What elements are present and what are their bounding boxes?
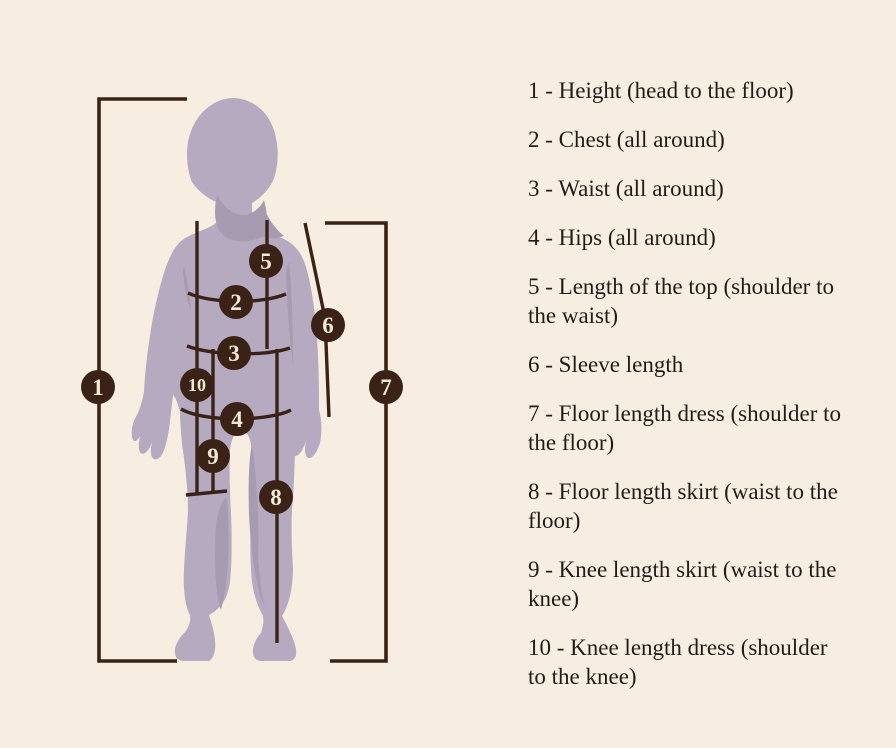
- svg-text:7: 7: [380, 375, 392, 400]
- legend-line: 4 - Hips (all around): [528, 225, 716, 250]
- legend-line: 1 - Height (head to the floor): [528, 78, 794, 103]
- svg-text:9: 9: [207, 444, 219, 469]
- legend-line: to the knee): [528, 664, 637, 689]
- svg-text:3: 3: [228, 341, 240, 366]
- marker-8: [259, 480, 293, 514]
- legend-line: 8 - Floor length skirt (waist to the: [528, 479, 838, 504]
- marker-1: [81, 370, 115, 404]
- svg-text:4: 4: [231, 407, 243, 432]
- legend-line: knee): [528, 586, 580, 611]
- svg-text:5: 5: [260, 249, 272, 274]
- legend-line: 10 - Knee length dress (shoulder: [528, 635, 828, 660]
- marker-3: [217, 336, 251, 370]
- svg-text:2: 2: [230, 290, 242, 315]
- legend-line: 3 - Waist (all around): [528, 176, 724, 201]
- legend-item-8: [528, 477, 864, 535]
- marker-7: [369, 370, 403, 404]
- marker-9: [196, 439, 230, 473]
- svg-text:8: 8: [270, 485, 282, 510]
- marker-6: [311, 308, 345, 342]
- svg-text:10: 10: [188, 375, 206, 395]
- legend-line: floor): [528, 508, 581, 533]
- svg-text:1: 1: [92, 375, 104, 400]
- legend-line: 7 - Floor length dress (shoulder to: [528, 401, 842, 426]
- legend-item-7: [528, 399, 864, 457]
- legend-line: the waist): [528, 303, 619, 328]
- legend-item-9: [528, 555, 864, 613]
- legend-line: 6 - Sleeve length: [528, 352, 684, 377]
- floor-dress-bracket: [325, 223, 386, 661]
- legend-line: 9 - Knee length skirt (waist to the: [528, 557, 837, 582]
- legend-item-1: [528, 76, 864, 105]
- legend-item-10: [528, 633, 864, 691]
- marker-5: [249, 244, 283, 278]
- right-shoulder-shadow: [260, 206, 284, 238]
- legend-item-4: [528, 223, 864, 252]
- marker-10: [180, 368, 214, 402]
- legend-item-6: [528, 350, 864, 379]
- svg-text:6: 6: [322, 313, 334, 338]
- legend-item-2: [528, 125, 864, 154]
- legend-item-3: [528, 174, 864, 203]
- legend-item-5: [528, 272, 864, 330]
- marker-2: [219, 285, 253, 319]
- measurement-legend: [528, 76, 864, 711]
- legend-line: the floor): [528, 430, 615, 455]
- legend-line: 2 - Chest (all around): [528, 127, 725, 152]
- marker-4: [220, 402, 254, 436]
- legend-line: 5 - Length of the top (shoulder to: [528, 274, 834, 299]
